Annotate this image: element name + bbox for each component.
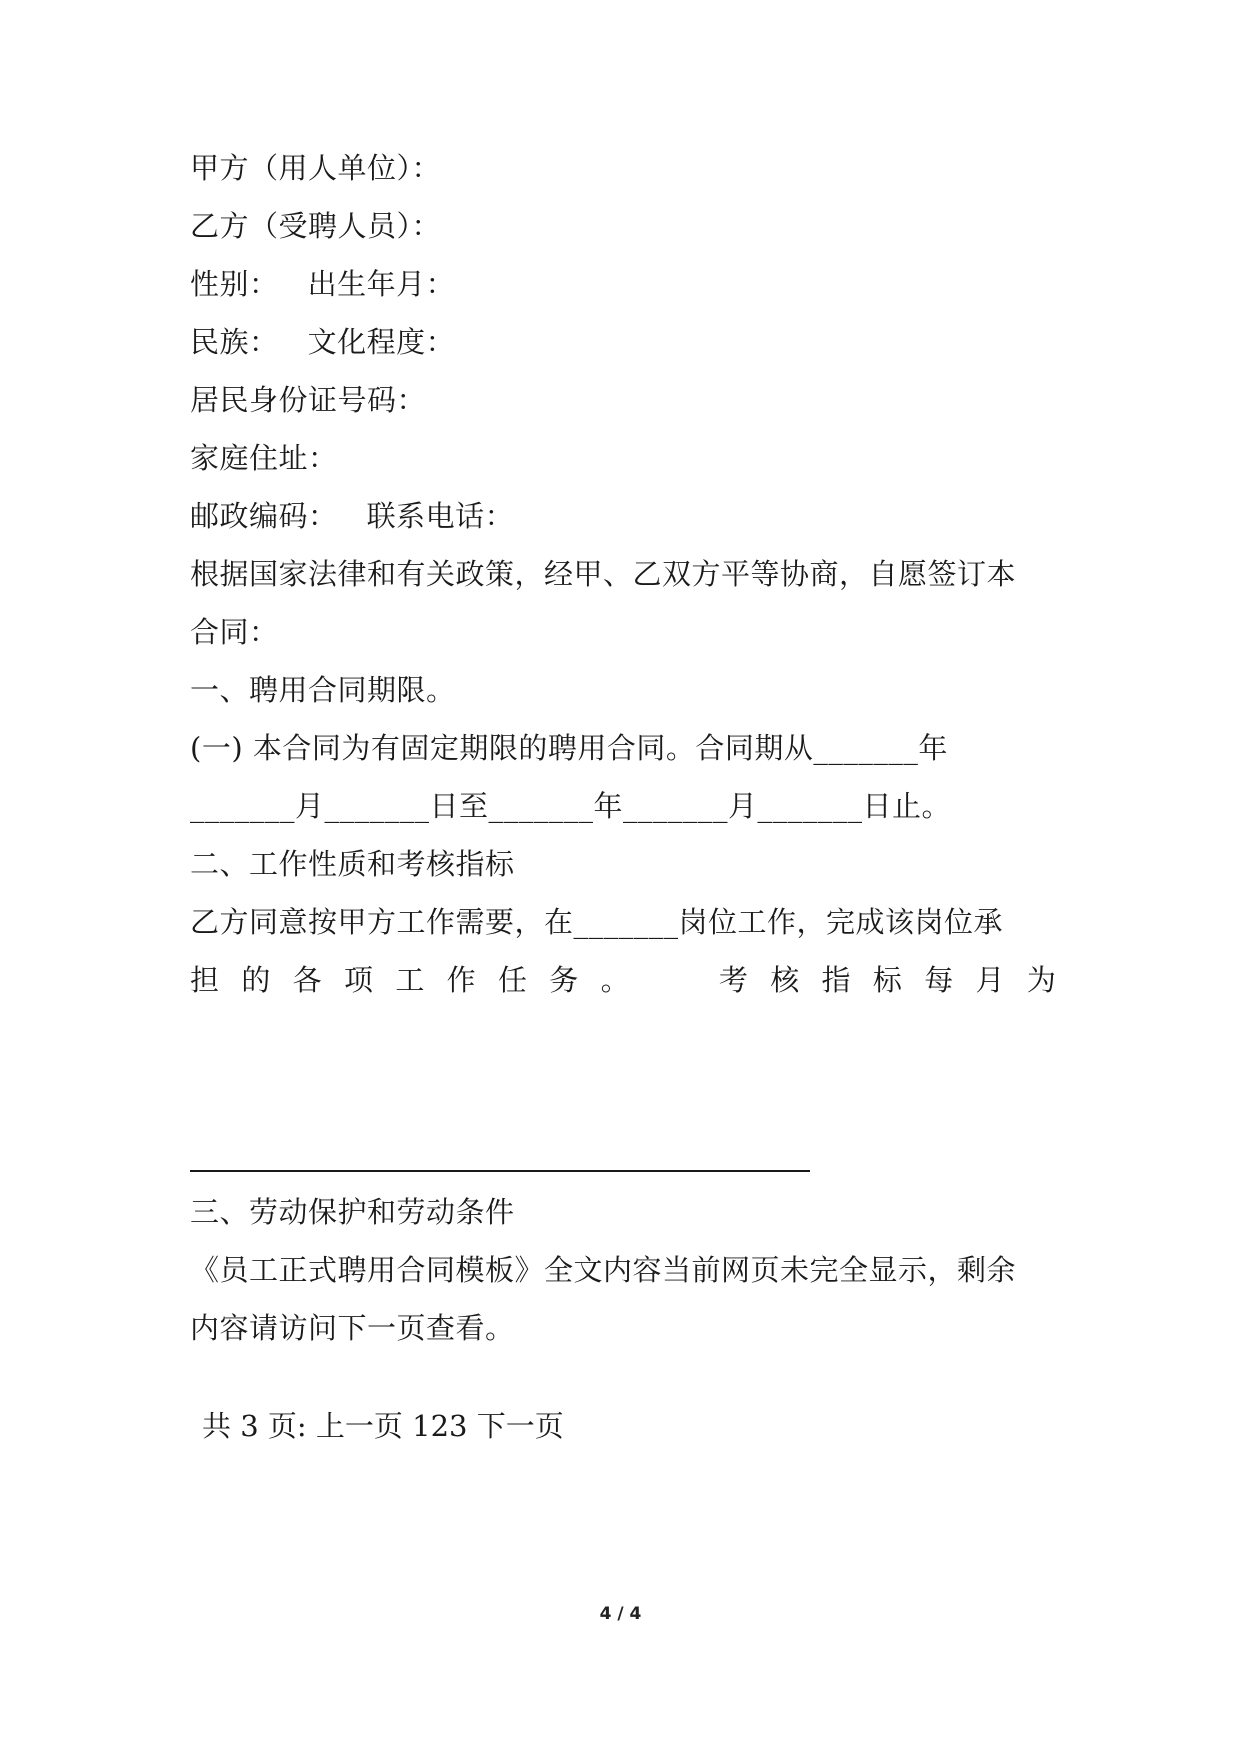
page-link-2[interactable]: 2 bbox=[430, 1409, 450, 1443]
party-b-line: 乙方（受聘人员）： bbox=[190, 209, 442, 243]
spread-char: 各 bbox=[292, 963, 322, 997]
notice-line-1: 《员工正式聘用合同模板》全文内容当前网页未完全显示，剩余 bbox=[190, 1253, 1017, 1287]
postcode-phone-line: 邮政编码： 联系电话： bbox=[190, 499, 515, 533]
page-link-1[interactable]: 1 bbox=[412, 1409, 431, 1443]
pagination-total: 共 3 页: bbox=[202, 1409, 307, 1443]
gender-birth-line: 性别： 出生年月： bbox=[190, 267, 456, 301]
spread-char: 工 bbox=[395, 963, 425, 997]
party-a-line: 甲方（用人单位）： bbox=[190, 151, 442, 185]
section-3-heading: 三、劳动保护和劳动条件 bbox=[190, 1195, 515, 1229]
notice-line-2: 内容请访问下一页查看。 bbox=[190, 1311, 515, 1345]
page-number: 4 / 4 bbox=[599, 1604, 642, 1624]
work-clause-line-1: 乙方同意按甲方工作需要，在_______岗位工作，完成该岗位承 bbox=[190, 905, 1004, 939]
fill-in-rule bbox=[190, 1170, 810, 1172]
section-2-heading: 二、工作性质和考核指标 bbox=[190, 847, 515, 881]
term-clause-line-2: _______月_______日至_______年_______月_______日止。 bbox=[190, 789, 952, 823]
page-link-3[interactable]: 3 bbox=[449, 1409, 468, 1443]
id-number-line: 居民身份证号码： bbox=[190, 383, 427, 417]
next-page-link[interactable]: 下一页 bbox=[476, 1409, 564, 1443]
spread-char: 担 bbox=[190, 963, 220, 997]
spread-char: 务 bbox=[549, 963, 579, 997]
ethnicity-education-line: 民族： 文化程度： bbox=[190, 325, 456, 359]
term-clause-line-1: (一) 本合同为有固定期限的聘用合同。合同期从_______年 bbox=[190, 731, 948, 765]
spread-char: 项 bbox=[343, 963, 373, 997]
spread-char: 标 bbox=[872, 963, 902, 997]
section-1-heading: 一、聘用合同期限。 bbox=[190, 673, 456, 707]
spread-char: 考 bbox=[718, 963, 748, 997]
spread-char: 。 bbox=[600, 963, 630, 997]
spread-char: 月 bbox=[975, 963, 1005, 997]
spread-char: 核 bbox=[770, 963, 800, 997]
spread-char: 每 bbox=[924, 963, 954, 997]
preamble-line-2: 合同： bbox=[190, 615, 279, 649]
work-clause-line-2 bbox=[190, 960, 1056, 1000]
preamble-line-1: 根据国家法律和有关政策，经甲、乙双方平等协商，自愿签订本 bbox=[190, 557, 1017, 591]
spread-char: 作 bbox=[446, 963, 476, 997]
spread-char: 指 bbox=[821, 963, 851, 997]
pagination bbox=[202, 1406, 564, 1446]
spread-char: 任 bbox=[497, 963, 527, 997]
spread-char: 为 bbox=[1026, 963, 1056, 997]
home-address-line: 家庭住址： bbox=[190, 441, 338, 475]
spread-char: 的 bbox=[241, 963, 271, 997]
prev-page-link[interactable]: 上一页 bbox=[315, 1409, 403, 1443]
